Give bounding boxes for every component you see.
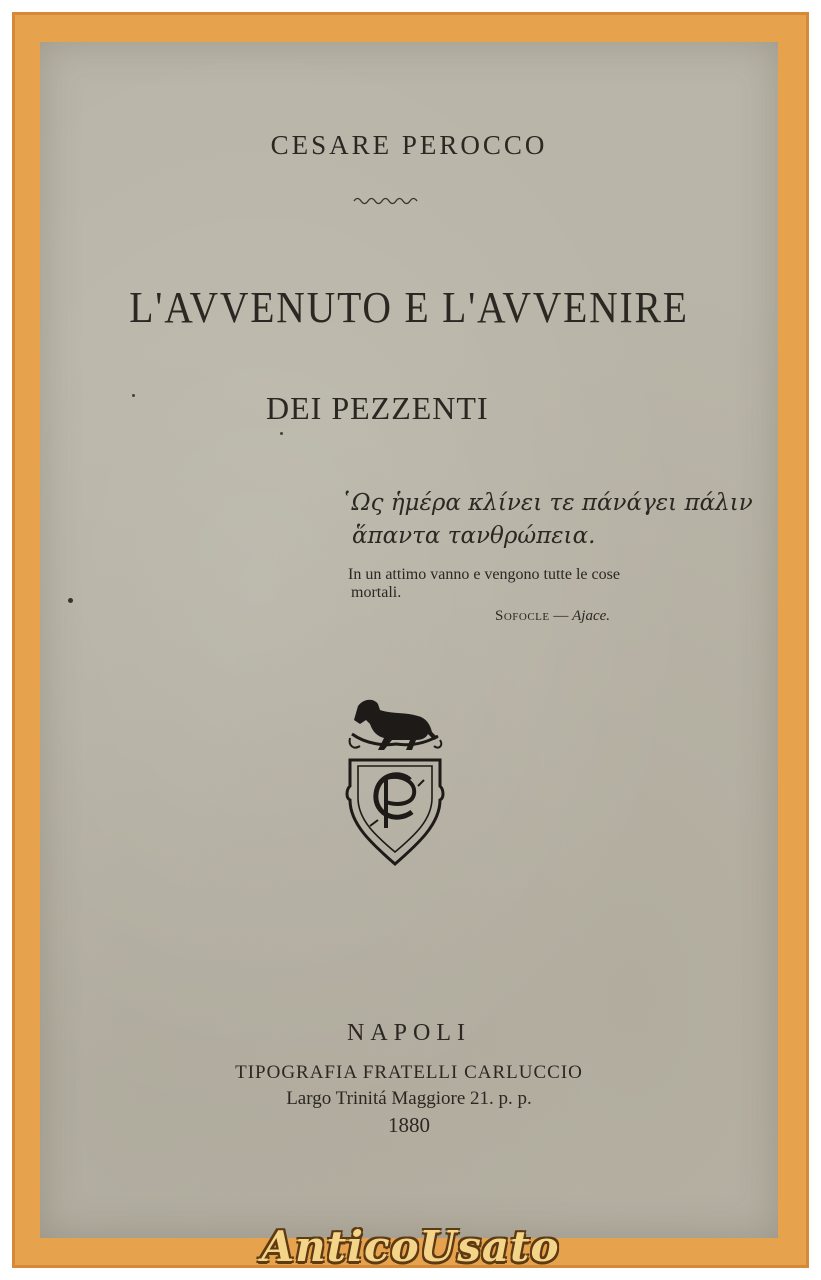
imprint-printer: TIPOGRAFIA FRATELLI CARLUCCIO [235,1062,583,1083]
epigraph-translation-line-1: In un attimo vanno e vengono tutte le cose [348,566,620,583]
author-name: CESARE PEROCCO [270,130,548,160]
horse-crest-monogram-shield-icon [340,694,450,874]
imprint-city: NAPOLI [347,1020,471,1046]
watermark-logo: AnticoUsato [261,1222,560,1271]
book-subtitle: DEI PEZZENTI [266,390,489,426]
epigraph-greek-line-1: ῾Ως ἡμέρα κλίνει τε πάνάγει πάλιν [340,490,753,516]
citation-separator: — [549,608,573,624]
imprint-address: Largo Trinitá Maggiore 21. p. p. [286,1088,532,1109]
title-page [40,42,778,1238]
wavy-rule-ornament-icon [352,194,422,208]
epigraph-translation-line-2: mortali. [351,584,402,601]
imprint-year: 1880 [388,1113,430,1137]
epigraph-citation [495,608,610,625]
citation-author: Sofocle [495,608,550,624]
paper-speck [280,432,283,435]
paper-speck [132,394,135,397]
epigraph-greek-line-2: ἅπαντα τανθρώπεια. [352,523,596,549]
book-title: L'AVVENUTO E L'AVVENIRE [129,283,689,332]
citation-work: Ajace. [572,608,611,624]
paper-speck [68,598,73,603]
